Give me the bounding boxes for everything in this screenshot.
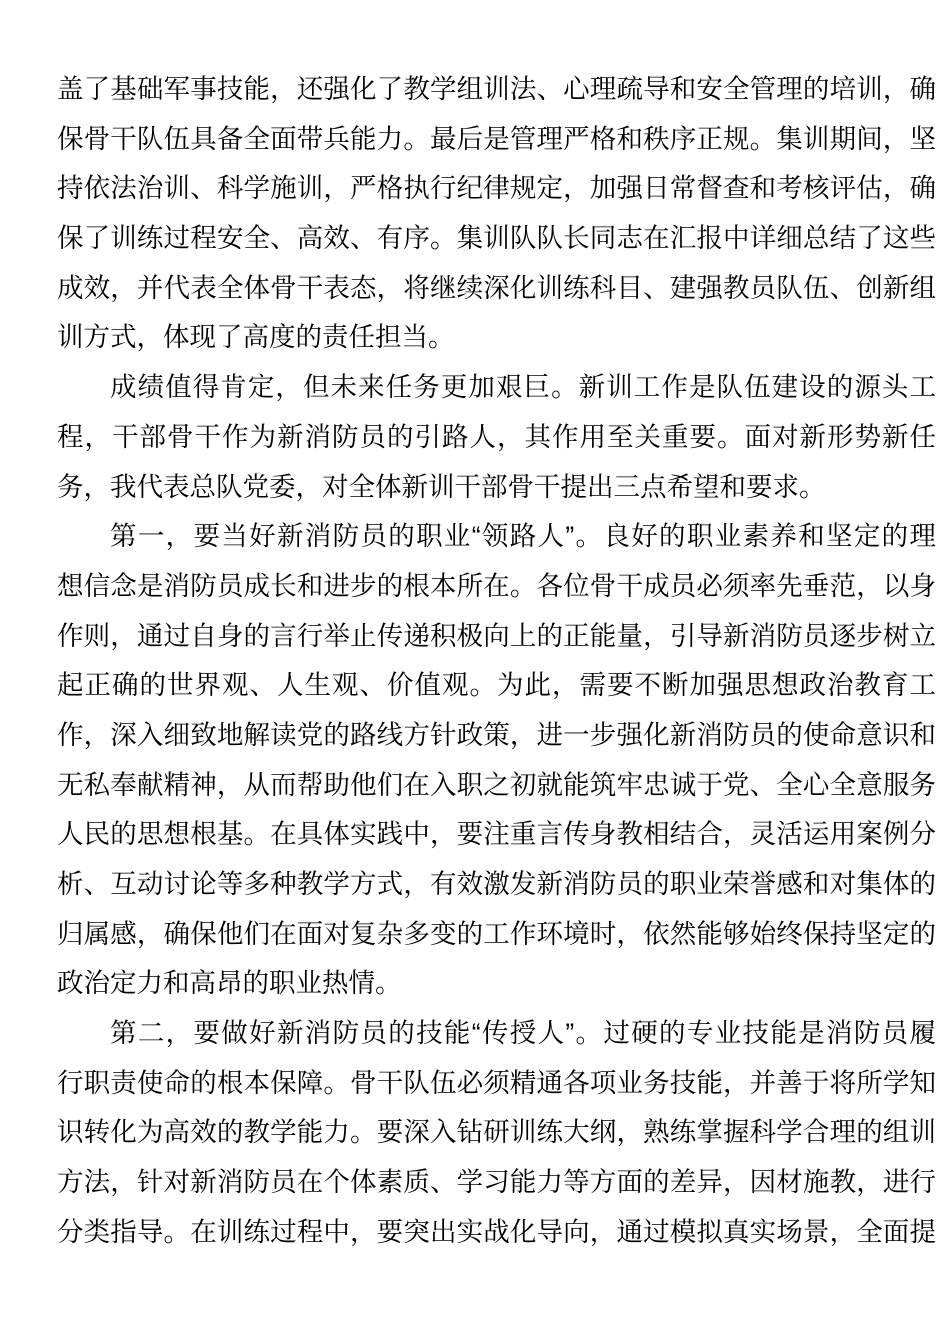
text-line: 析、互动讨论等多种教学方式，有效激发新消防员的职业荣誉感和对集体的 xyxy=(57,869,936,899)
text-line: 盖了基础军事技能，还强化了教学组训法、心理疏导和安全管理的培训，确 xyxy=(57,74,936,104)
text-line: 保骨干队伍具备全面带兵能力。最后是管理严格和秩序正规。集训期间，坚 xyxy=(57,123,936,154)
text-line: 持依法治训、科学施训，严格执行纪律规定，加强日常督查和考核评估，确 xyxy=(57,173,936,204)
text-line: 行职责使命的根本保障。骨干队伍必须精通各项业务技能，并善于将所学知 xyxy=(57,1067,936,1098)
paragraph xyxy=(57,512,936,1009)
text-line: 识转化为高效的教学能力。要深入钻研训练大纲，熟练掌握科学合理的组训 xyxy=(57,1117,936,1148)
text-line: 成绩值得肯定，但未来任务更加艰巨。新训工作是队伍建设的源头工 xyxy=(110,372,936,403)
text-line: 起正确的世界观、人生观、价值观。为此，需要不断加强思想政治教育工 xyxy=(57,670,936,701)
text-line: 训方式，体现了高度的责任担当。 xyxy=(57,322,455,353)
document-body xyxy=(57,65,936,1258)
text-line: 人民的思想根基。在具体实践中，要注重言传身教相结合，灵活运用案例分 xyxy=(57,819,936,850)
text-line: 想信念是消防员成长和进步的根本所在。各位骨干成员必须率先垂范，以身 xyxy=(57,570,936,601)
text-line: 作，深入细致地解读党的路线方针政策，进一步强化新消防员的使命意识和 xyxy=(57,719,936,750)
paragraph xyxy=(57,65,936,363)
paragraph xyxy=(57,1009,936,1257)
text-line: 归属感，确保他们在面对复杂多变的工作环境时，依然能够始终保持坚定的 xyxy=(57,918,936,949)
text-line: 分类指导。在训练过程中，要突出实战化导向，通过模拟真实场景，全面提 xyxy=(57,1216,936,1247)
text-line: 第二，要做好新消防员的技能“传授人”。过硬的专业技能是消防员履 xyxy=(110,1018,936,1049)
text-line: 保了训练过程安全、高效、有序。集训队队长同志在汇报中详细总结了这些 xyxy=(57,223,936,254)
text-line: 无私奉献精神，从而帮助他们在入职之初就能筑牢忠诚于党、全心全意服务 xyxy=(57,769,936,800)
text-line: 政治定力和高昂的职业热情。 xyxy=(57,968,402,999)
text-line: 方法，针对新消防员在个体素质、学习能力等方面的差异，因材施教，进行 xyxy=(57,1167,936,1198)
text-line: 程，干部骨干作为新消防员的引路人，其作用至关重要。面对新形势新任 xyxy=(57,421,936,452)
text-line: 务，我代表总队党委，对全体新训干部骨干提出三点希望和要求。 xyxy=(57,471,826,502)
text-line: 作则，通过自身的言行举止传递积极向上的正能量，引导新消防员逐步树立 xyxy=(57,620,936,651)
paragraph xyxy=(57,363,936,512)
text-line: 成效，并代表全体骨干表态，将继续深化训练科目、建强教员队伍、创新组 xyxy=(57,272,936,303)
text-line: 第一，要当好新消防员的职业“领路人”。良好的职业素养和坚定的理 xyxy=(110,521,936,552)
